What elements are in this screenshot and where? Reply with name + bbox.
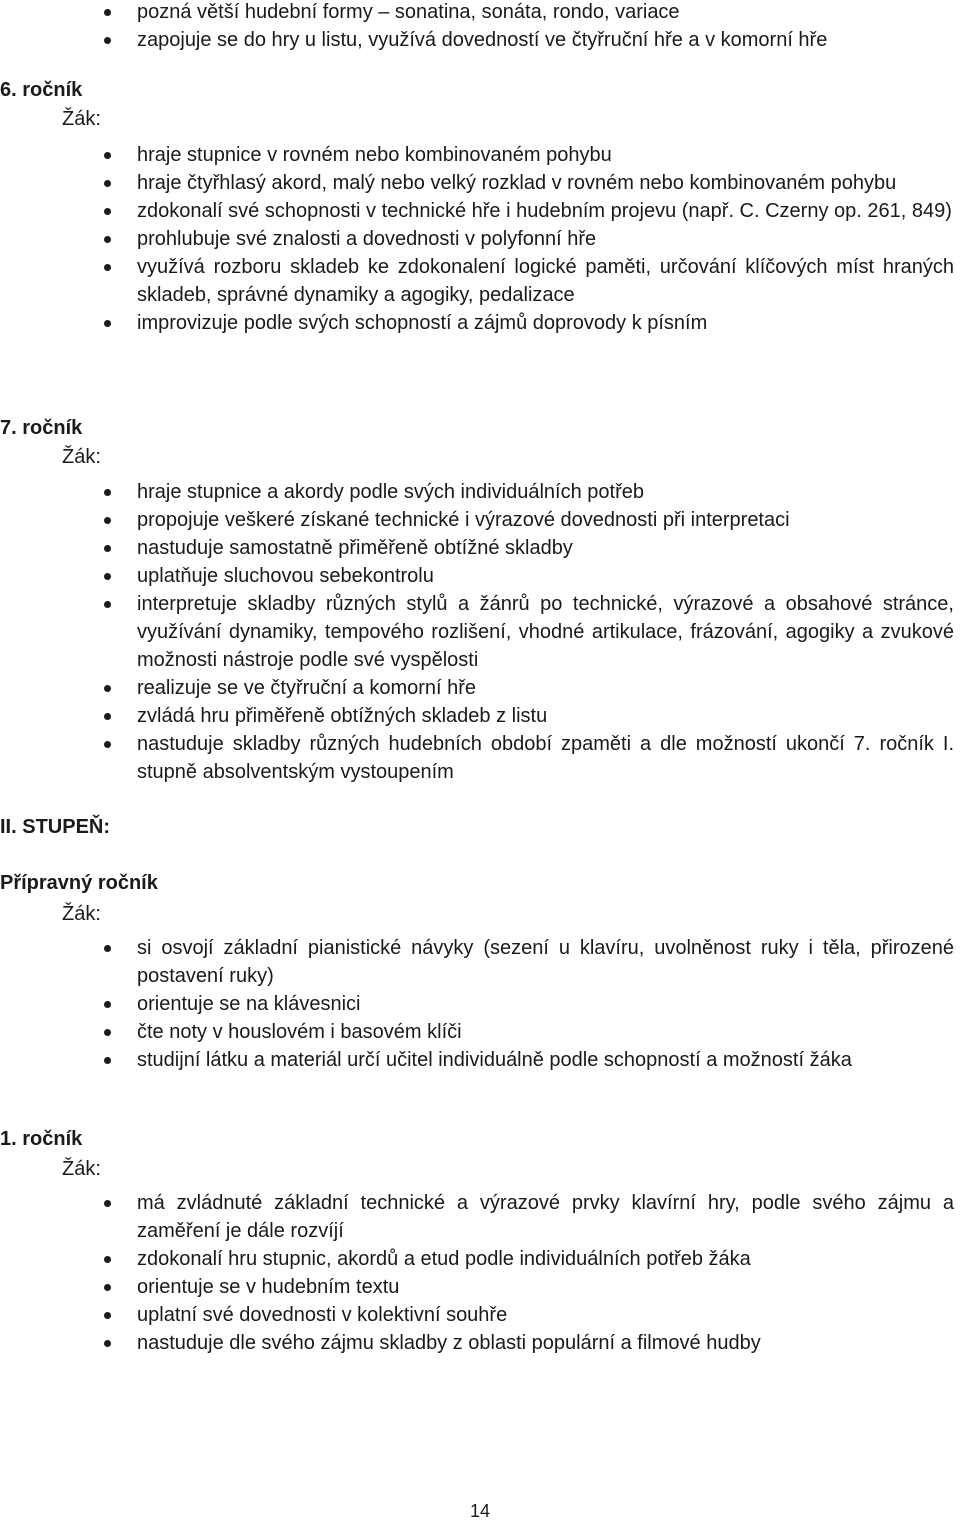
bullet-icon: [104, 236, 111, 243]
list-item: improvizuje podle svých schopností a zájmů doprovody k písním: [0, 309, 960, 337]
list-item: propojuje veškeré získané technické i výrazové dovednosti při interpretaci: [0, 506, 960, 534]
list-item: hraje čtyřhlasý akord, malý nebo velký rozklad v rovném nebo kombinovaném pohybu: [0, 169, 960, 197]
grade7-pupil-label: Žák:: [62, 446, 101, 468]
list-item: zvládá hru přiměřeně obtížných skladeb z listu: [0, 702, 960, 730]
bullet-icon: [104, 1340, 111, 1347]
grade6-list: [0, 141, 960, 337]
grade7-list: [0, 478, 960, 786]
bullet-icon: [104, 180, 111, 187]
bullet-icon: [104, 713, 111, 720]
stage2-heading: II. STUPEŇ:: [0, 816, 111, 838]
top-list: [0, 0, 960, 54]
grade1-list: [0, 1189, 960, 1357]
list-item: hraje stupnice v rovném nebo kombinovaném pohybu: [0, 141, 960, 169]
grade6-heading: 6. ročník: [0, 79, 83, 101]
list-item: nastuduje skladby různých hudebních období zpaměti a dle možností ukončí 7. ročník I. stupně absolventským vystoupením: [0, 730, 960, 786]
bullet-icon: [104, 9, 111, 16]
bullet-icon: [104, 1029, 111, 1036]
list-item: nastuduje samostatně přiměřeně obtížné skladby: [0, 534, 960, 562]
bullet-icon: [104, 545, 111, 552]
bullet-icon: [104, 1312, 111, 1319]
grade1-pupil-label: Žák:: [62, 1158, 101, 1180]
list-item: orientuje se v hudebním textu: [0, 1273, 960, 1301]
grade1-heading: 1. ročník: [0, 1128, 83, 1150]
bullet-icon: [104, 1200, 111, 1207]
grade7-heading: 7. ročník: [0, 417, 83, 439]
list-item: má zvládnuté základní technické a výrazové prvky klavírní hry, podle svého zájmu a zaměření je dále rozvíjí: [0, 1189, 960, 1245]
bullet-icon: [104, 1057, 111, 1064]
prep-heading: Přípravný ročník: [0, 872, 158, 894]
list-item: zdokonalí hru stupnic, akordů a etud podle individuálních potřeb žáka: [0, 1245, 960, 1273]
list-item: zdokonalí své schopnosti v technické hře i hudebním projevu (např. C. Czerny op. 261, 849): [0, 197, 960, 225]
list-item: nastuduje dle svého zájmu skladby z oblasti populární a filmové hudby: [0, 1329, 960, 1357]
top-list-block: [0, 0, 960, 54]
list-item: pozná větší hudební formy – sonatina, sonáta, rondo, variace: [0, 0, 960, 26]
list-item: orientuje se na klávesnici: [0, 990, 960, 1018]
grade1-list-block: [0, 1189, 960, 1357]
bullet-icon: [104, 152, 111, 159]
list-item: uplatní své dovednosti v kolektivní souhře: [0, 1301, 960, 1329]
bullet-icon: [104, 489, 111, 496]
bullet-icon: [104, 741, 111, 748]
list-item: hraje stupnice a akordy podle svých individuálních potřeb: [0, 478, 960, 506]
prep-list: [0, 934, 960, 1074]
page-number: 14: [469, 1501, 491, 1521]
list-item: využívá rozboru skladeb ke zdokonalení logické paměti, určování klíčových míst hraných skladeb, správné dynamiky a agogiky, pedalizace: [0, 253, 960, 309]
bullet-icon: [104, 1256, 111, 1263]
grade7-list-block: [0, 478, 960, 786]
bullet-icon: [104, 1284, 111, 1291]
list-item: si osvojí základní pianistické návyky (sezení u klavíru, uvolněnost ruky i těla, přirozené postavení ruky): [0, 934, 960, 990]
bullet-icon: [104, 573, 111, 580]
list-item: čte noty v houslovém i basovém klíči: [0, 1018, 960, 1046]
grade6-pupil-label: Žák:: [62, 108, 101, 130]
bullet-icon: [104, 685, 111, 692]
list-item: zapojuje se do hry u listu, využívá dovedností ve čtyřruční hře a v komorní hře: [0, 26, 960, 54]
grade6-list-block: [0, 141, 960, 337]
bullet-icon: [104, 320, 111, 327]
bullet-icon: [104, 264, 111, 271]
prep-list-block: [0, 934, 960, 1074]
list-item: prohlubuje své znalosti a dovednosti v polyfonní hře: [0, 225, 960, 253]
bullet-icon: [104, 945, 111, 952]
bullet-icon: [104, 517, 111, 524]
list-item: interpretuje skladby různých stylů a žánrů po technické, výrazové a obsahové stránce, využívání dynamiky, tempového rozlišení, vhodné artikulace, frázování, agogiky a zvukové možnosti nástroje podle své vyspělosti: [0, 590, 960, 674]
prep-pupil-label: Žák:: [62, 903, 101, 925]
list-item: studijní látku a materiál určí učitel individuálně podle schopností a možností žáka: [0, 1046, 960, 1074]
bullet-icon: [104, 37, 111, 44]
bullet-icon: [104, 1001, 111, 1008]
list-item: uplatňuje sluchovou sebekontrolu: [0, 562, 960, 590]
bullet-icon: [104, 601, 111, 608]
bullet-icon: [104, 208, 111, 215]
list-item: realizuje se ve čtyřruční a komorní hře: [0, 674, 960, 702]
